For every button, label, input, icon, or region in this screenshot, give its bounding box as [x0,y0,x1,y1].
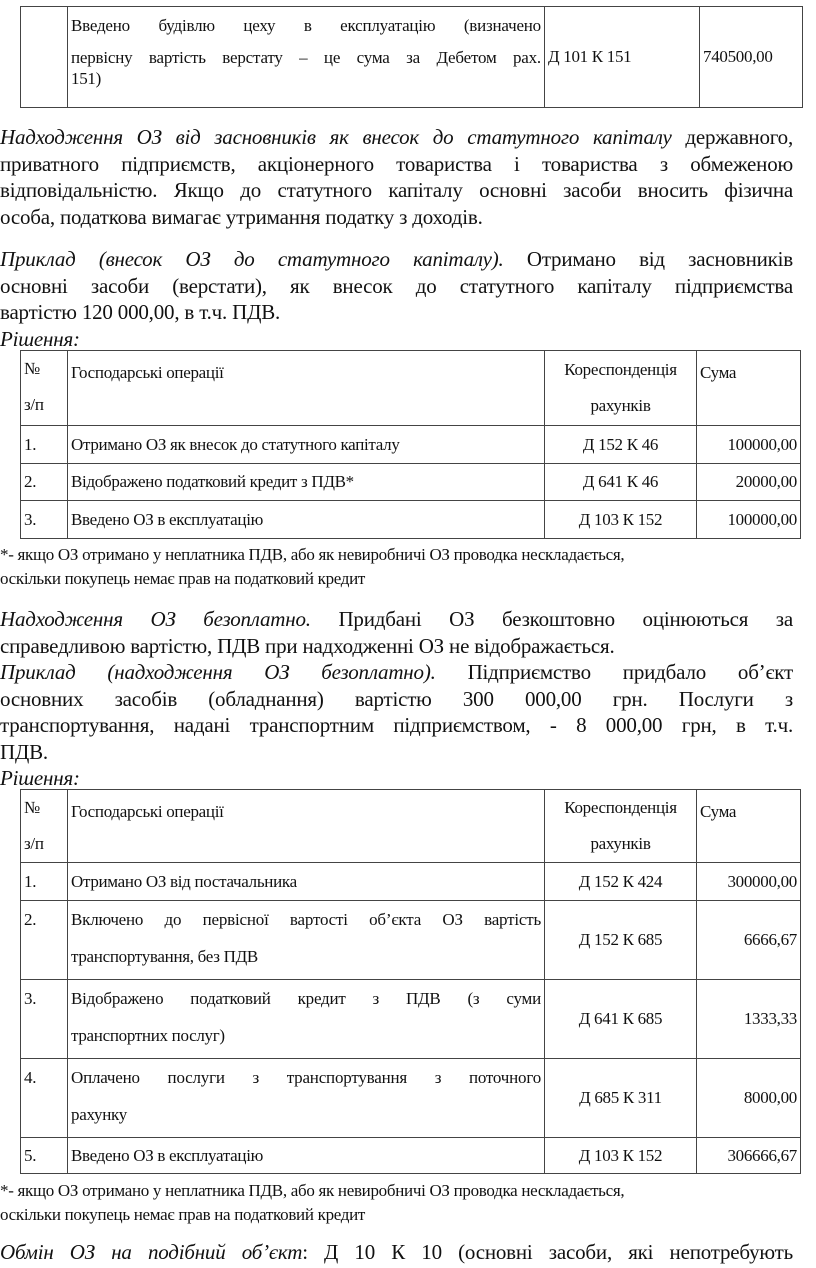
table-row: 3. Введено ОЗ в експлуатацію Д 103 К 152 100000,00 [21,501,801,539]
cell-accounts: Д 101 К 151 [545,7,700,108]
solution-label: Рішення: [0,766,80,790]
text: державного, [671,125,794,149]
header-num: № з/п [21,790,68,863]
text: вартістю 120 000,00, в т.ч. ПДВ. [0,300,281,324]
italic-heading: Приклад (надходження ОЗ безоплатно). [0,660,436,684]
text: основних засобів (обладнання) вартістю 300 000,00 грн. Послуги з [0,686,793,711]
italic-heading: Приклад (внесок ОЗ до статутного капіталу). [0,247,504,271]
table-2 [20,789,801,1174]
header-num: № з/п [21,351,68,426]
table-header [21,351,801,426]
table-1 [20,350,801,539]
text: справедливою вартістю, ПДВ при надходженні ОЗ не відображається. [0,633,615,658]
op-line: первісну вартість верстату – це сума за Дебетом рах. [71,48,541,67]
solution-label: Рішення: [0,326,80,351]
paragraph-exchange [0,1239,793,1266]
header-operations: Господарські операції [68,351,545,426]
op-line: 151) [71,69,101,88]
table-row: 1. Отримано ОЗ від постачальника Д 152 К 424 300000,00 [21,863,801,901]
text: приватного підприємств, акціонерного товариства і товариства з обмеженою [0,151,793,176]
cell-operation [68,7,545,108]
op-line: Введено будівлю цеху в експлуатацію (визначено [71,16,541,35]
text: відповідальністю. Якщо до статутного капіталу основні засоби вносить фізична [0,178,793,202]
text: ПДВ. [0,739,48,764]
text: Придбані ОЗ безкоштовно оцінюються за [310,607,793,631]
header-correspondence: Кореспонденція рахунків [545,790,697,863]
footnote-1: *- якщо ОЗ отримано у неплатника ПДВ, або як невиробничі ОЗ проводка нескладається, оскільки покупець немає прав на податковий кредит [0,545,625,588]
footnote-2: *- якщо ОЗ отримано у неплатника ПДВ, або як невиробничі ОЗ проводка нескладається, оскільки покупець немає прав на податковий кредит [0,1181,625,1224]
header-sum: Сума [697,351,801,426]
text: основні засоби (верстати), як внесок до статутного капіталу підприємства [0,273,793,298]
table-row: 5. Введено ОЗ в експлуатацію Д 103 К 152 306666,67 [21,1138,801,1174]
text: транспортування, надані транспортним підприємством, - 8 000,00 грн, в т.ч. [0,713,793,737]
text: : Д 10 К 10 (основні засоби, які непотребують [302,1240,793,1264]
italic-heading: Надходження ОЗ від засновників як внесок до статутного капіталу [0,125,672,149]
top-table [20,6,803,108]
paragraph-founders [0,124,793,230]
paragraph-free [0,606,793,792]
header-correspondence: Кореспонденція рахунків [545,351,697,426]
cell-num [21,7,68,108]
text: особа, податкова вимагає утримання податку з доходів. [0,204,483,229]
table-row: 3. Відображено податковий кредит з ПДВ (з суми транспортних послуг) Д 641 К 685 1333,33 [21,980,801,1059]
italic-heading: Обмін ОЗ на подібний об’єкт [0,1240,303,1264]
header-sum: Сума [697,790,801,863]
table-row: 2. Відображено податковий кредит з ПДВ* Д 641 К 46 20000,00 [21,464,801,501]
table-row: 1. Отримано ОЗ як внесок до статутного капіталу Д 152 К 46 100000,00 [21,426,801,464]
paragraph-example-1 [0,246,793,352]
table-row: 4. Оплачено послуги з транспортування з поточного рахунку Д 685 К 311 8000,00 [21,1059,801,1138]
header-operations: Господарські операції [68,790,545,863]
text: Підприємство придбало об’єкт [435,660,793,684]
text: Отримано від засновників [503,247,793,271]
table-row: 2. Включено до первісної вартості об’єкта ОЗ вартість транспортування, без ПДВ Д 152 К 685 6666,67 [21,901,801,980]
cell-amount: 740500,00 [700,7,803,108]
table-header [21,790,801,863]
italic-heading: Надходження ОЗ безоплатно. [0,607,311,631]
